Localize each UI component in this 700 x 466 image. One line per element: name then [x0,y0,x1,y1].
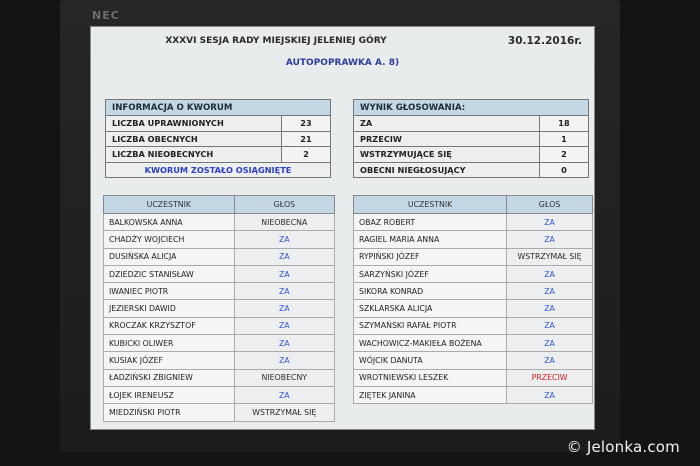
participant-row [104,248,335,265]
quorum-row [106,116,331,132]
result-value: 0 [540,162,589,178]
participant-vote: ZA [507,317,593,334]
participant-row [354,300,593,317]
watermark: © Jelonka.com [566,438,680,456]
quorum-value: 2 [282,147,331,163]
participant-name: MIEDZIŃSKI PIOTR [104,404,235,421]
participant-name: WROTNIEWSKI LESZEK [354,369,507,386]
quorum-row [106,147,331,163]
participant-vote: NIEOBECNY [234,369,334,386]
monitor-brand-logo: NEC [92,9,120,22]
participant-name: ŁADZIŃSKI ZBIGNIEW [104,369,235,386]
participant-row [104,386,335,403]
participant-name: WACHOWICZ-MAKIEŁA BOŻENA [354,335,507,352]
participant-vote: ZA [234,265,334,282]
quorum-heading: INFORMACJA O KWORUM [106,100,331,116]
participant-vote: ZA [507,300,593,317]
participant-name: BALKOWSKA ANNA [104,214,235,231]
participant-name: RAGIEL MARIA ANNA [354,231,507,248]
voting-results-screen [90,26,595,430]
quorum-row [106,131,331,147]
participant-name: SZKLARSKA ALICJA [354,300,507,317]
participant-row [354,386,593,403]
participant-vote: ZA [507,265,593,282]
participant-name: IWANIEC PIOTR [104,283,235,300]
participants-table-left [103,195,335,422]
participants-table-right [353,195,593,404]
participant-row [104,352,335,369]
participant-vote: ZA [507,214,593,231]
result-row [354,147,589,163]
participant-row [354,352,593,369]
participant-name: ZIĘTEK JANINA [354,386,507,403]
result-row [354,162,589,178]
participant-name: KUBICKI OLIWER [104,335,235,352]
participant-vote: WSTRZYMAŁ SIĘ [234,404,334,421]
participant-row [104,335,335,352]
participant-name: RYPIŃSKI JÓZEF [354,248,507,265]
column-header-vote: GŁOS [507,196,593,214]
participant-row [354,317,593,334]
participant-name: DZIEDZIC STANISŁAW [104,265,235,282]
participant-vote: ZA [234,248,334,265]
participant-row [354,248,593,265]
participant-vote: ZA [507,283,593,300]
column-header-participant: UCZESTNIK [104,196,235,214]
participant-vote: PRZECIW [507,369,593,386]
result-row [354,131,589,147]
quorum-value: 21 [282,131,331,147]
participant-row [104,404,335,421]
column-header-vote: GŁOS [234,196,334,214]
result-heading: WYNIK GŁOSOWANIA: [354,100,589,116]
participant-name: SARZYŃSKI JÓZEF [354,265,507,282]
participant-vote: ZA [234,231,334,248]
participant-vote: ZA [507,335,593,352]
participant-name: SZYMAŃSKI RAFAŁ PIOTR [354,317,507,334]
session-date: 30.12.2016r. [507,35,582,47]
result-value: 18 [540,116,589,132]
participant-name: SIKORA KONRAD [354,283,507,300]
participant-row [104,369,335,386]
participant-vote: ZA [234,300,334,317]
participant-vote: ZA [234,283,334,300]
participant-vote: ZA [507,352,593,369]
participant-vote: WSTRZYMAŁ SIĘ [507,248,593,265]
quorum-status: KWORUM ZOSTAŁO OSIĄGNIĘTE [106,162,331,178]
participant-name: ŁOJEK IRENEUSZ [104,386,235,403]
participant-row [354,369,593,386]
participant-vote: ZA [234,335,334,352]
participant-name: CHADŹY WOJCIECH [104,231,235,248]
result-label: OBECNI NIEGŁOSUJĄCY [354,162,540,178]
participant-vote: ZA [507,231,593,248]
participant-name: WÓJCIK DANUTA [354,352,507,369]
result-label: ZA [354,116,540,132]
participant-name: DUSIŃSKA ALICJA [104,248,235,265]
participant-name: JEZIERSKI DAWID [104,300,235,317]
session-title: XXXVI SESJA RADY MIEJSKIEJ JELENIEJ GÓRY [165,36,387,46]
column-header-participant: UCZESTNIK [354,196,507,214]
vote-result-panel [353,99,589,178]
participant-row [354,335,593,352]
quorum-label: LICZBA OBECNYCH [106,131,282,147]
result-value: 2 [540,147,589,163]
quorum-label: LICZBA NIEOBECNYCH [106,147,282,163]
vote-subject: AUTOPOPRAWKA A. 8) [285,58,400,68]
participant-vote: NIEOBECNA [234,214,334,231]
result-row [354,116,589,132]
participant-row [104,317,335,334]
participant-vote: ZA [234,386,334,403]
quorum-value: 23 [282,116,331,132]
participant-row [104,214,335,231]
participant-row [354,265,593,282]
result-label: WSTRZYMUJĄCE SIĘ [354,147,540,163]
participant-row [104,283,335,300]
result-label: PRZECIW [354,131,540,147]
quorum-panel [105,99,331,178]
participant-vote: ZA [234,352,334,369]
participant-vote: ZA [507,386,593,403]
participant-row [354,283,593,300]
result-value: 1 [540,131,589,147]
participant-row [354,231,593,248]
participant-name: OBAZ ROBERT [354,214,507,231]
participant-row [104,265,335,282]
participant-row [354,214,593,231]
quorum-label: LICZBA UPRAWNIONYCH [106,116,282,132]
participant-vote: ZA [234,317,334,334]
participant-name: KROCZAK KRZYSZTOF [104,317,235,334]
participant-row [104,300,335,317]
participant-name: KUSIAK JÓZEF [104,352,235,369]
participant-row [104,231,335,248]
